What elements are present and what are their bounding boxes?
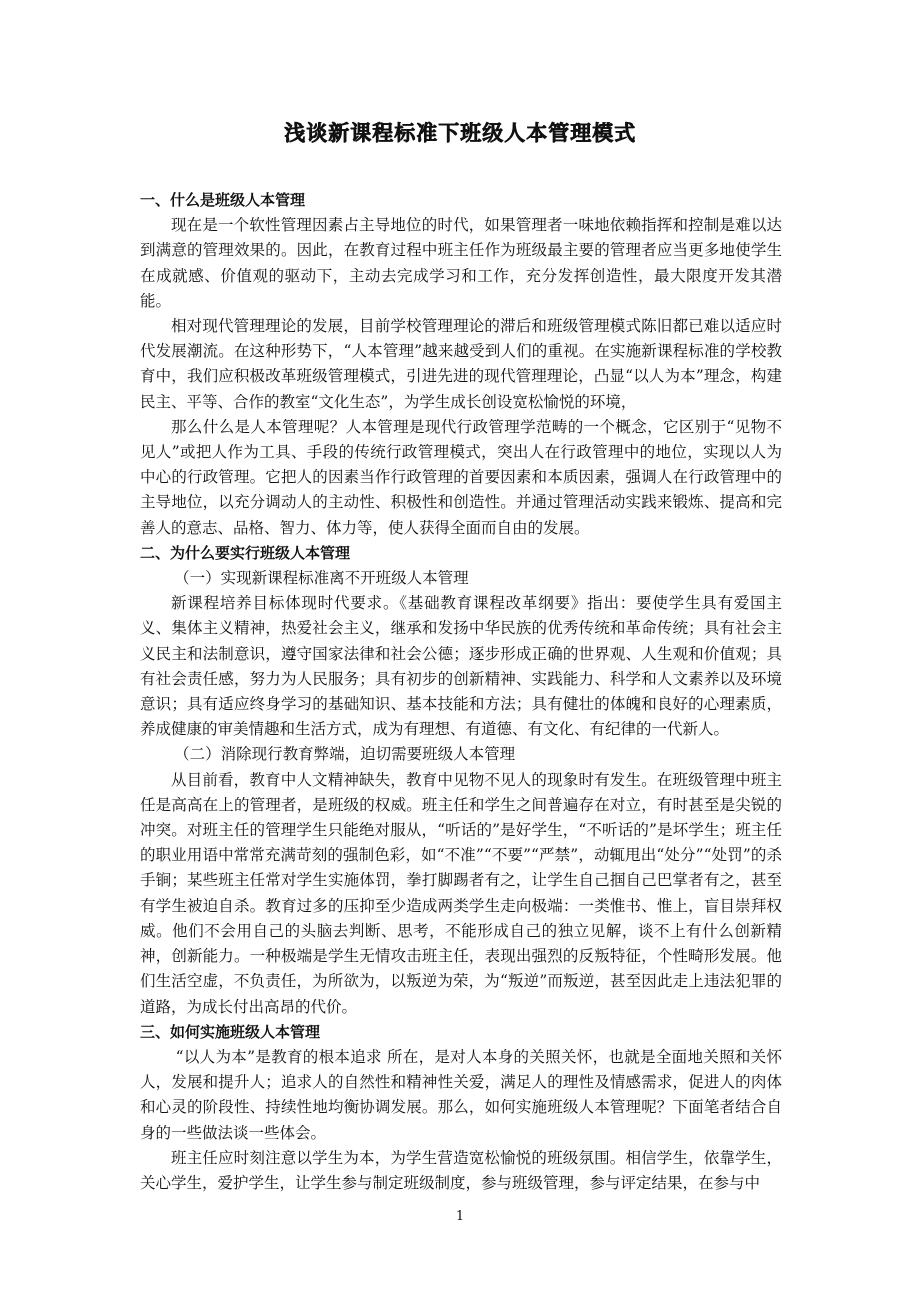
paragraph: 新课程培养目标体现时代要求。《基础教育课程改革纲要》指出：要使学生具有爱国主义、集体主义精神，热爱社会主义，继承和发扬中华民族的优秀传统和革命传统；具有社会主义民主和法制意识，遵守国家法律和社会公德；逐步形成正确的世界观、人生观和价值观；具有社会责任感，努力为人民服务；具有初步的创新精神、实践能力、科学和人文素养以及环境意识；具有适应终身学习的基础知识、基本技能和方法；具有健壮的体魄和良好的心理素质，养成健康的审美情趣和生活方式，成为有理想、有道德、有文化、有纪律的一代新人。: [140, 594, 782, 739]
section-heading: 二、为什么要实行班级人本管理: [140, 543, 351, 562]
paragraph: 那么什么是人本管理呢？人本管理是现代行政管理学范畴的一个概念，它区别于“见物不见人”或把人作为工具、手段的传统行政管理模式，突出人在行政管理中的地位，实现以人为中心的行政管理。它把人的因素当作行政管理的首要因素和本质因素，强调人在行政管理中的主导地位，以充分调动人的主动性、积极性和创造性。并通过管理活动实践来锻炼、提高和完善人的意志、品格、智力、体力等，使人获得全面而自由的发展。: [140, 417, 782, 537]
document-body: [140, 188, 782, 1196]
subsection-heading: （一）实现新课程标准离不开班级人本管理: [174, 569, 469, 588]
section-heading: 三、如何实施班级人本管理: [140, 1022, 321, 1041]
page-number: 1: [455, 1209, 465, 1224]
subsection-heading: （二）消除现行教育弊端，迫切需要班级人本管理: [174, 745, 516, 764]
paragraph: “以人为本”是教育的根本追求 所在，是对人本身的关照关怀，也就是全面地关照和关怀人，发展和提升人；追求人的自然性和精神性关爱，满足人的理性及情感需求，促进人的肉体和心灵的阶段性、持续性地均衡协调发展。那么，如何实施班级人本管理呢？下面笔者结合自身的一些做法谈一些体会。: [140, 1047, 782, 1142]
section-heading: 一、什么是班级人本管理: [140, 191, 306, 209]
paragraph: 从目前看，教育中人文精神缺失，教育中见物不见人的现象时有发生。在班级管理中班主任是高高在上的管理者，是班级的权威。班主任和学生之间普遍存在对立，有时甚至是尖锐的冲突。对班主任的管理学生只能绝对服从，“听话的”是好学生，“不听话的”是坏学生；班主任的职业用语中常常充满苛刻的强制色彩，如“不准”“不要”“严禁”，动辄甩出“处分”“处罚”的杀手锏；某些班主任常对学生实施体罚，拳打脚踢者有之，让学生自己掴自己巴掌者有之，甚至有学生被迫自杀。教育过多的压抑至少造成两类学生走向极端：一类惟书、惟上，盲目崇拜权威。他们不会用自己的头脑去判断、思考，不能形成自己的独立见解，谈不上有什么创新精神，创新能力。一种极端是学生无情攻击班主任，表现出强烈的反叛特征，个性畸形发展。他们生活空虚，不负责任，为所欲为，以叛逆为荣，为“叛逆”而叛逆，甚至因此走上违法犯罪的道路，为成长付出高昂的代价。: [140, 770, 782, 1016]
document-title: 浅谈新课程标准下班级人本管理模式: [284, 121, 636, 145]
paragraph: 相对现代管理理论的发展，目前学校管理理论的滞后和班级管理模式陈旧都已难以适应时代发展潮流。在这种形势下，“人本管理”越来越受到人们的重视。在实施新课程标准的学校教育中，我们应积极改革班级管理模式，引进先进的现代管理理论，凸显“以人为本”理念，构建民主、平等、合作的教室“文化生态”，为学生成长创设宽松愉悦的环境，: [140, 317, 782, 411]
paragraph: 现在是一个软性管理因素占主导地位的时代，如果管理者一味地依赖指挥和控制是难以达到满意的管理效果的。因此，在教育过程中班主任作为班级最主要的管理者应当更多地使学生在成就感、价值观的驱动下，主动去完成学习和工作，充分发挥创造性，最大限度开发其潜能。: [140, 216, 782, 310]
paragraph: 班主任应时刻注意以学生为本，为学生营造宽松愉悦的班级氛围。相信学生，依靠学生，关心学生，爱护学生，让学生参与制定班级制度，参与班级管理，参与评定结果，在参与中: [140, 1148, 782, 1192]
